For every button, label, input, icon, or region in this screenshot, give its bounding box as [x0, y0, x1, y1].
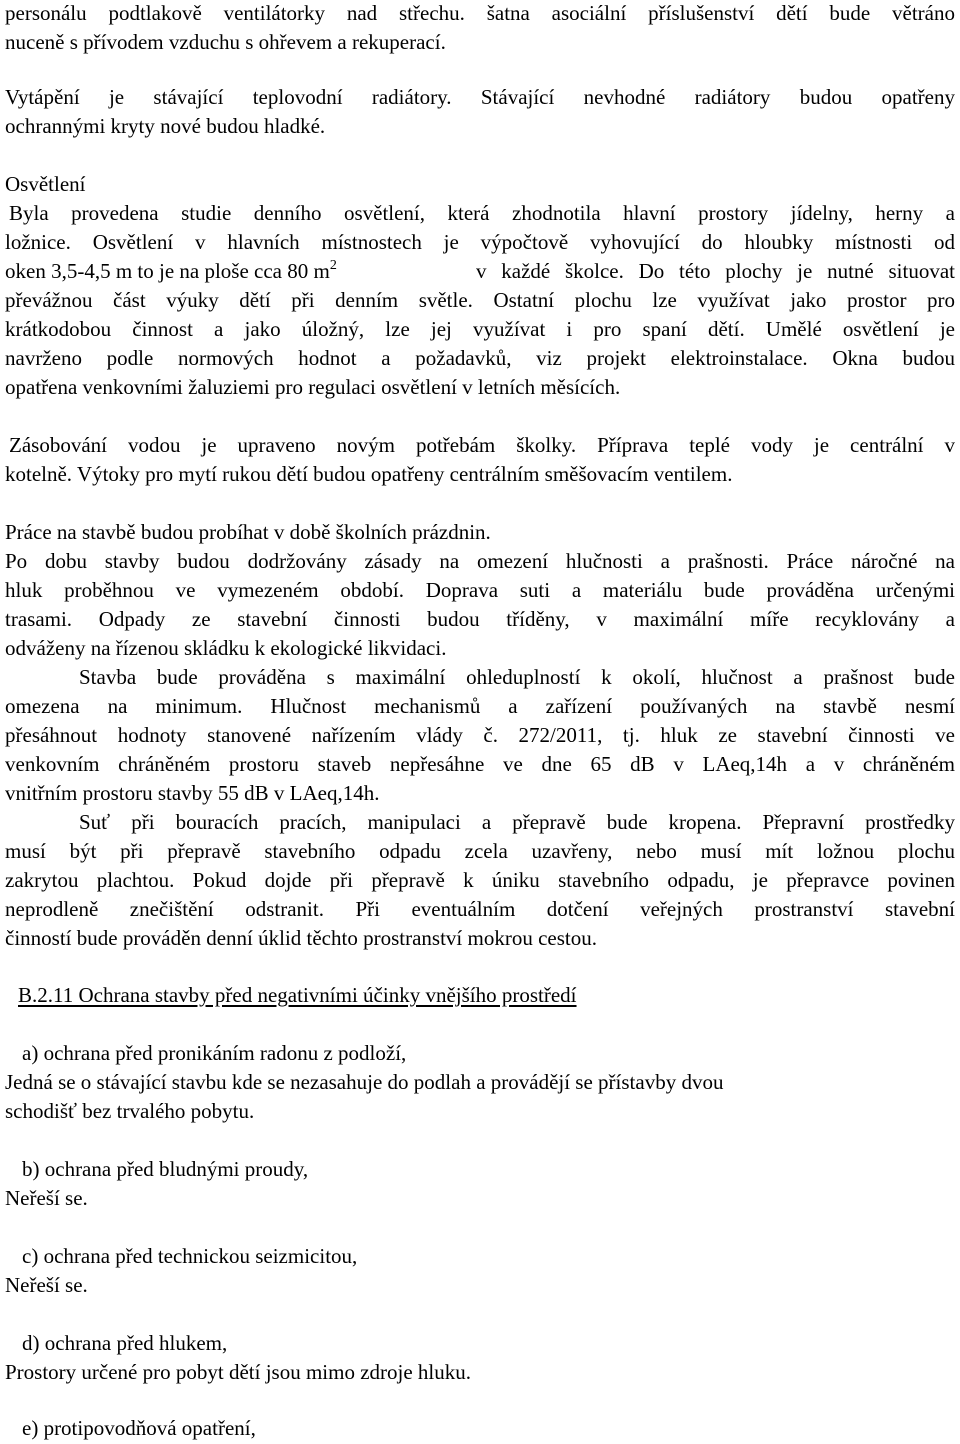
paragraph-water-cont — [5, 460, 955, 489]
text-line: přesáhnout hodnoty stanovené nařízením vlády č. 272/2011, tj. hluk ze stavební činnosti ve — [5, 723, 955, 747]
text-line: hluk proběhnou ve vymezeném období. Doprava suti a materiálu bude prováděna určenými — [5, 578, 955, 602]
subsection-c: c) ochrana před technickou seizmicitou, — [22, 1244, 358, 1268]
paragraph-heating — [5, 83, 955, 141]
text-fragment: oken 3,5-4,5 m to je na ploše cca 80 m — [5, 259, 330, 283]
text-line: venkovním chráněném prostoru staveb nepřesáhne ve dne 65 dB v LAeq,14h a v chráněném — [5, 752, 955, 776]
text-line: Neřeší se. — [5, 1273, 88, 1297]
text-line: personálu podtlakově ventilátorky nad střechu. šatna asociální příslušenství dětí bude větráno — [5, 1, 955, 25]
text-line: Po dobu stavby budou dodržovány zásady na omezení hlučnosti a prašnosti. Práce náročné na — [5, 549, 955, 573]
text-line: Prostory určené pro pobyt dětí jsou mimo zdroje hluku. — [5, 1360, 472, 1384]
text-line: Suť při bouracích pracích, manipulaci a přepravě bude kropena. Přepravní prostředky — [79, 810, 955, 834]
subsection-a: a) ochrana před pronikáním radonu z podloží, — [22, 1041, 407, 1065]
text-line: činností bude prováděn denní úklid těchto prostranství mokrou cestou. — [5, 926, 597, 950]
text-line: Stavba bude prováděna s maximální ohleduplností k okolí, hlučnost a prašnost bude — [79, 665, 955, 689]
text-line: zakrytou plachtou. Pokud dojde při přepravě k úniku stavebního odpadu, je přepravce povinen — [5, 868, 955, 892]
paragraph-lighting — [9, 199, 955, 228]
superscript-exponent: 2 — [329, 258, 337, 273]
text-line: Zásobování vodou je upraveno novým potřebám školky. Příprava teplé vody je centrální v — [9, 433, 955, 457]
paragraph-debris — [79, 808, 955, 837]
text-line: krátkodobou činnost a jako úložný, lze jej využívat i pro spaní dětí. Umělé osvětlení je — [5, 317, 955, 341]
text-line: trasami. Odpady ze stavební činnosti budou tříděny, v maximální míře recyklovány a — [5, 607, 955, 631]
section-heading: B.2.11 Ochrana stavby před negativními účinky vnějšího prostředí — [18, 983, 577, 1007]
paragraph-debris-cont — [5, 837, 955, 953]
text-line-with-superscript — [5, 257, 955, 286]
text-line: Práce na stavbě budou probíhat v době školních prázdnin. — [5, 520, 491, 544]
subsection-d: d) ochrana před hlukem, — [22, 1331, 228, 1355]
text-line: kotelně. Výtoky pro mytí rukou dětí budou opatřeny centrálním směšovacím ventilem. — [5, 462, 733, 486]
section-label-lighting: Osvětlení — [5, 172, 86, 196]
subsection-b: b) ochrana před bludnými proudy, — [22, 1157, 309, 1181]
text-line: neprodleně znečištění odstranit. Při eventuálním dotčení veřejných prostranství stavební — [5, 897, 955, 921]
text-line: ložnice. Osvětlení v hlavních místnostech je výpočtově vyhovující do hloubky místnosti od — [5, 230, 955, 254]
paragraph-ventilation — [5, 0, 955, 57]
text-line: převážnou část výuky dětí při denním světle. Ostatní plochu lze využívat jako prostor pro — [5, 288, 955, 312]
paragraph-water — [9, 431, 955, 460]
text-line: vnitřním prostoru stavby 55 dB v LAeq,14h. — [5, 781, 380, 805]
text-fragment: v každé školce. Do této plochy je nutné situovat — [476, 259, 955, 283]
paragraph-construction — [5, 518, 955, 663]
text-line: musí být při přepravě stavebního odpadu zcela uzavřeny, nebo musí mít ložnou plochu — [5, 839, 955, 863]
subsection-e: e) protipovodňová opatření, — [22, 1416, 256, 1440]
paragraph-noise — [79, 663, 955, 692]
text-line: odváženy na řízenou skládku k ekologické likvidaci. — [5, 636, 447, 660]
text-line: Vytápění je stávající teplovodní radiátory. Stávající nevhodné radiátory budou opatřeny — [5, 85, 955, 109]
paragraph-lighting-cont — [5, 228, 955, 402]
text-line: Jedná se o stávající stavbu kde se nezasahuje do podlah a provádějí se přístavby dvou — [5, 1070, 724, 1094]
text-line: Byla provedena studie denního osvětlení, která zhodnotila hlavní prostory jídelny, herny a — [9, 201, 955, 225]
text-line: schodišť bez trvalého pobytu. — [5, 1099, 255, 1123]
text-line: navrženo podle normových hodnot a požadavků, viz projekt elektroinstalace. Okna budou — [5, 346, 955, 370]
text-line: ochrannými kryty nové budou hladké. — [5, 114, 326, 138]
text-line: Neřeší se. — [5, 1186, 88, 1210]
text-line: nuceně s přívodem vzduchu s ohřevem a rekuperací. — [5, 30, 446, 54]
text-line: omezena na minimum. Hlučnost mechanismů a zařízení používaných na stavbě nesmí — [5, 694, 955, 718]
paragraph-noise-cont — [5, 692, 955, 808]
text-line: opatřena venkovními žaluziemi pro regulaci osvětlení v letních měsících. — [5, 375, 621, 399]
